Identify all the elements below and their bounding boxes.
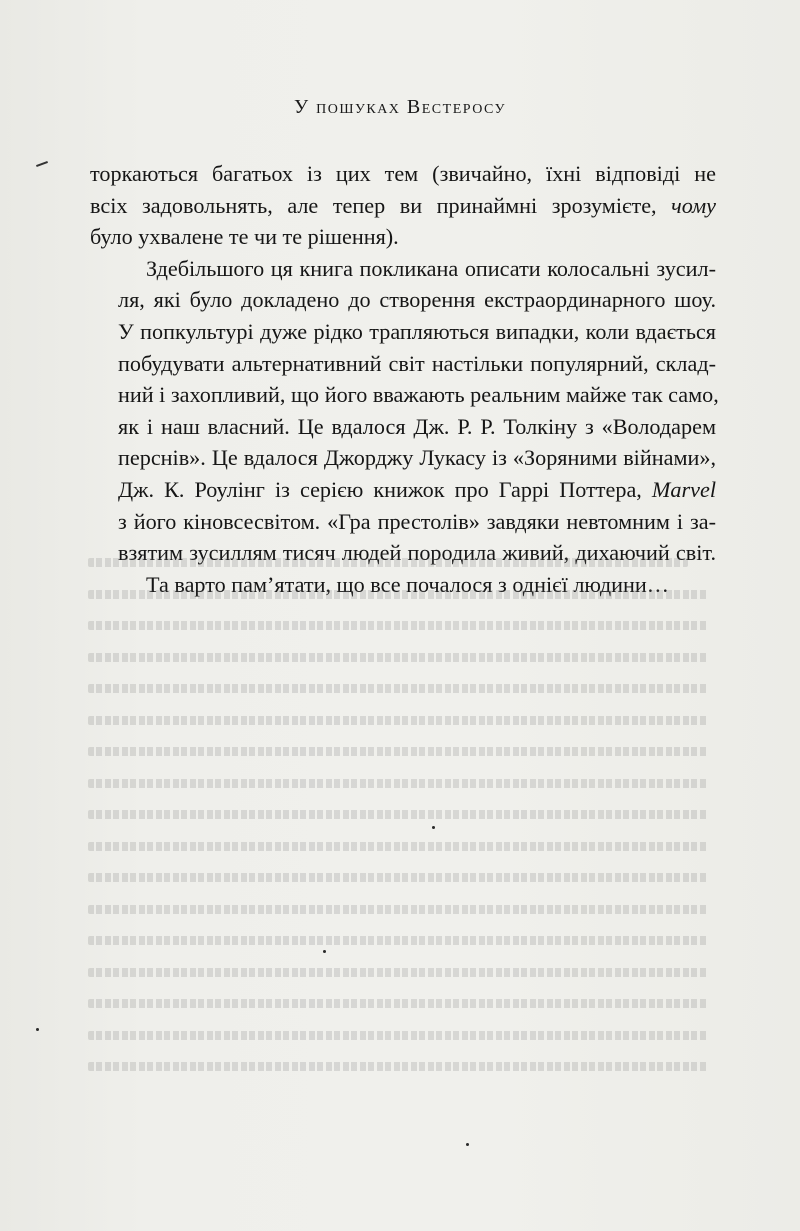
bleed-line: [88, 936, 708, 945]
text-line: побудувати альтернативний світ настільки популярний, склад-: [118, 350, 716, 376]
text-line: ний і захопливий, що його вважають реальним майже так само,: [118, 382, 719, 408]
italic-word: чому: [671, 192, 716, 218]
bleed-line: [88, 842, 708, 851]
running-head: У пошуках Вестеросу: [293, 96, 507, 118]
bleed-line: [88, 779, 708, 788]
bleed-line: [88, 968, 708, 977]
paper-speck: [466, 1143, 469, 1146]
bleed-line: [88, 621, 708, 630]
paragraph-2: [90, 253, 719, 569]
paragraph-3: [90, 569, 716, 601]
text-line: всіх задовольнять, але тепер ви принаймні зрозумієте, чому: [90, 192, 716, 218]
text-line: взятим зусиллям тисяч людей породила живий, дихаючий світ.: [118, 540, 716, 566]
body-text: [90, 158, 719, 600]
bleed-line: [88, 873, 708, 882]
text-line: торкаються багатьох із цих тем (звичайно, їхні відповіді не: [90, 161, 716, 186]
paragraph-1: [90, 158, 716, 253]
bleed-line: [88, 653, 708, 662]
text-line: Здебільшого ця книга покликана описати колосальні зусил-: [146, 255, 716, 281]
text-line: Дж. К. Роулінг із серією книжок про Гаррі Поттера, Marvel: [118, 476, 716, 502]
text-line: з його кіновсесвітом. «Гра престолів» завдяки невтомним і за-: [118, 508, 716, 534]
margin-mark: [36, 161, 48, 167]
bleed-line: [88, 716, 708, 725]
paper-speck: [36, 1028, 39, 1031]
text-line: як і наш власний. Це вдалося Дж. Р. Р. Толкіну з «Володарем: [118, 413, 716, 439]
text-line: було ухвалене те чи те рішення).: [90, 224, 399, 250]
bleed-through-texture: [88, 540, 724, 1100]
bleed-line: [88, 1062, 708, 1071]
bleed-line: [88, 810, 708, 819]
paper-speck: [432, 826, 435, 829]
bleed-line: [88, 684, 708, 693]
text-line: перснів». Це вдалося Джорджу Лукасу із «Зоряними війнами»,: [118, 445, 716, 471]
italic-word: Marvel: [651, 476, 716, 502]
bleed-line: [88, 905, 708, 914]
paper-speck: [323, 950, 326, 953]
bleed-line: [88, 1031, 708, 1040]
text-line: Та варто пам’ятати, що все почалося з однієї людини…: [146, 571, 669, 597]
text-line: У попкультурі дуже рідко трапляються випадки, коли вдається: [118, 318, 716, 344]
text-line: ля, які було докладено до створення екстраординарного шоу.: [118, 287, 716, 313]
bleed-line: [88, 747, 708, 756]
bleed-line: [88, 999, 708, 1008]
